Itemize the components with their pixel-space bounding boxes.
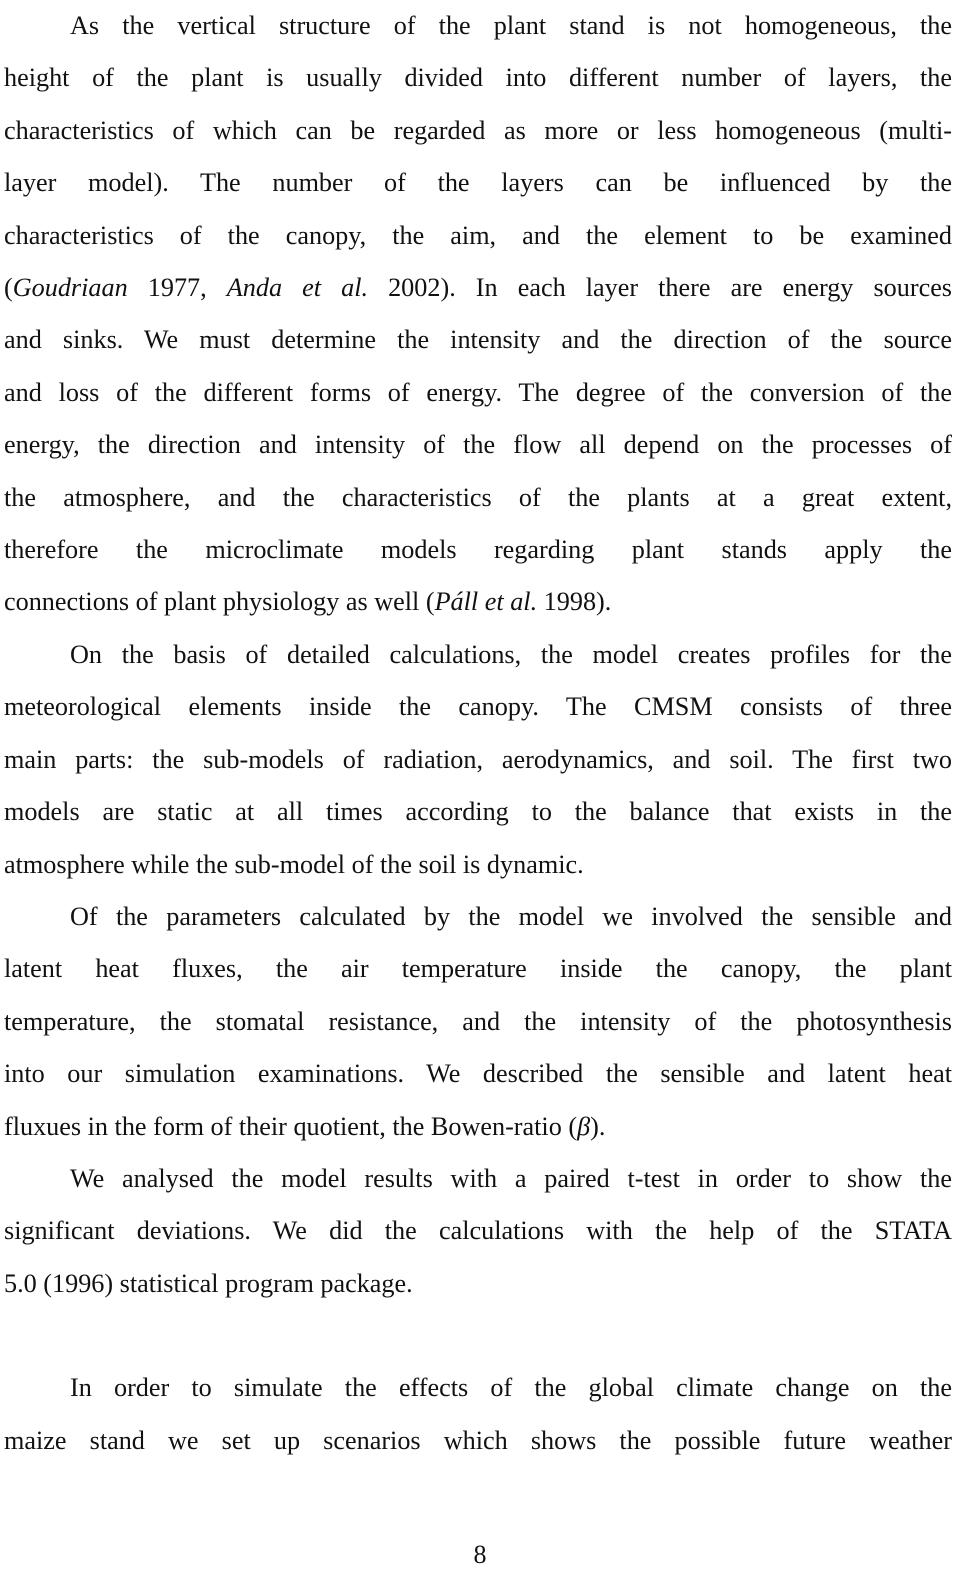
line-segment: 2002). In each layer there are energy sources <box>368 273 953 303</box>
italic-citation: Goudriaan <box>12 273 128 303</box>
text-line <box>4 472 952 524</box>
text-line <box>4 576 952 628</box>
text-line <box>4 1362 952 1414</box>
paragraph-gap <box>4 1310 952 1362</box>
paragraph-p5 <box>4 1362 952 1467</box>
paragraph-p2 <box>4 629 952 891</box>
paragraph-p1 <box>4 0 952 629</box>
italic-citation: Páll et al. <box>434 587 538 617</box>
line-segment: 1998). <box>537 587 612 617</box>
text-line <box>4 210 952 262</box>
text-line <box>4 1258 952 1310</box>
line-text: therefore the microclimate models regarding plant stands apply the <box>4 535 952 565</box>
line-text: meteorological elements inside the canopy. The CMSM consists of three <box>4 692 952 722</box>
italic-citation: Anda et al. <box>226 273 369 303</box>
text-line <box>4 524 952 576</box>
page-number: 8 <box>473 1540 487 1569</box>
line-segment: connections of plant physiology as well ( <box>4 587 435 617</box>
text-line <box>4 734 952 786</box>
italic-citation: β <box>577 1111 591 1141</box>
line-text: and loss of the different forms of energy. The degree of the conversion of the <box>4 377 952 407</box>
line-text: and sinks. We must determine the intensity and the direction of the source <box>4 325 952 355</box>
line-text: characteristics of which can be regarded as more or less homogeneous (multi- <box>4 115 952 145</box>
text-line <box>4 629 952 681</box>
line-text: into our simulation examinations. We described the sensible and latent heat <box>4 1059 952 1089</box>
text-line <box>4 996 952 1048</box>
line-text: atmosphere while the sub-model of the soil is dynamic. <box>4 849 584 879</box>
line-text: layer model). The number of the layers can be influenced by the <box>4 168 952 198</box>
line-text: 5.0 (1996) statistical program package. <box>4 1268 413 1298</box>
line-text: temperature, the stomatal resistance, and the intensity of the photosynthesis <box>4 1006 952 1036</box>
document-page <box>4 0 952 1467</box>
paragraph-p4 <box>4 1153 952 1310</box>
paragraph-p3 <box>4 891 952 1153</box>
text-line <box>4 262 952 314</box>
text-line <box>4 52 952 104</box>
text-line <box>4 419 952 471</box>
line-text: latent heat fluxes, the air temperature inside the canopy, the plant <box>4 954 952 984</box>
text-line <box>4 943 952 995</box>
text-line <box>4 681 952 733</box>
text-line <box>4 1153 952 1205</box>
text-line <box>4 1101 952 1153</box>
line-segment: ). <box>590 1111 606 1141</box>
line-segment: ( <box>4 273 13 303</box>
text-line <box>4 839 952 891</box>
line-text: As the vertical structure of the plant stand is not homogeneous, the <box>70 11 952 40</box>
text-line <box>4 891 952 943</box>
line-text: We analysed the model results with a paired t-test in order to show the <box>70 1163 952 1193</box>
text-line <box>4 786 952 838</box>
text-line <box>4 367 952 419</box>
text-line <box>4 314 952 366</box>
line-text: significant deviations. We did the calculations with the help of the STATA <box>4 1216 952 1246</box>
line-segment: 1977, <box>127 273 227 303</box>
text-line <box>4 1205 952 1257</box>
line-text: height of the plant is usually divided into different number of layers, the <box>4 63 952 93</box>
text-line <box>4 0 952 52</box>
body-text <box>4 0 952 1467</box>
line-text: main parts: the sub-models of radiation, aerodynamics, and soil. The first two <box>4 744 952 774</box>
line-text: In order to simulate the effects of the global climate change on the <box>70 1373 952 1403</box>
line-text: maize stand we set up scenarios which shows the possible future weather <box>4 1425 952 1455</box>
line-segment: fluxues in the form of their quotient, the Bowen-ratio ( <box>4 1111 578 1141</box>
line-text: energy, the direction and intensity of the flow all depend on the processes of <box>4 430 952 460</box>
text-line <box>4 105 952 157</box>
text-line <box>4 1415 952 1467</box>
line-text: On the basis of detailed calculations, the model creates profiles for the <box>70 639 952 669</box>
text-line <box>4 157 952 209</box>
line-text: characteristics of the canopy, the aim, and the element to be examined <box>4 220 952 250</box>
line-text: models are static at all times according to the balance that exists in the <box>4 797 952 827</box>
line-text: Of the parameters calculated by the model we involved the sensible and <box>70 901 952 931</box>
line-text: the atmosphere, and the characteristics of the plants at a great extent, <box>4 482 952 512</box>
text-line <box>4 1048 952 1100</box>
